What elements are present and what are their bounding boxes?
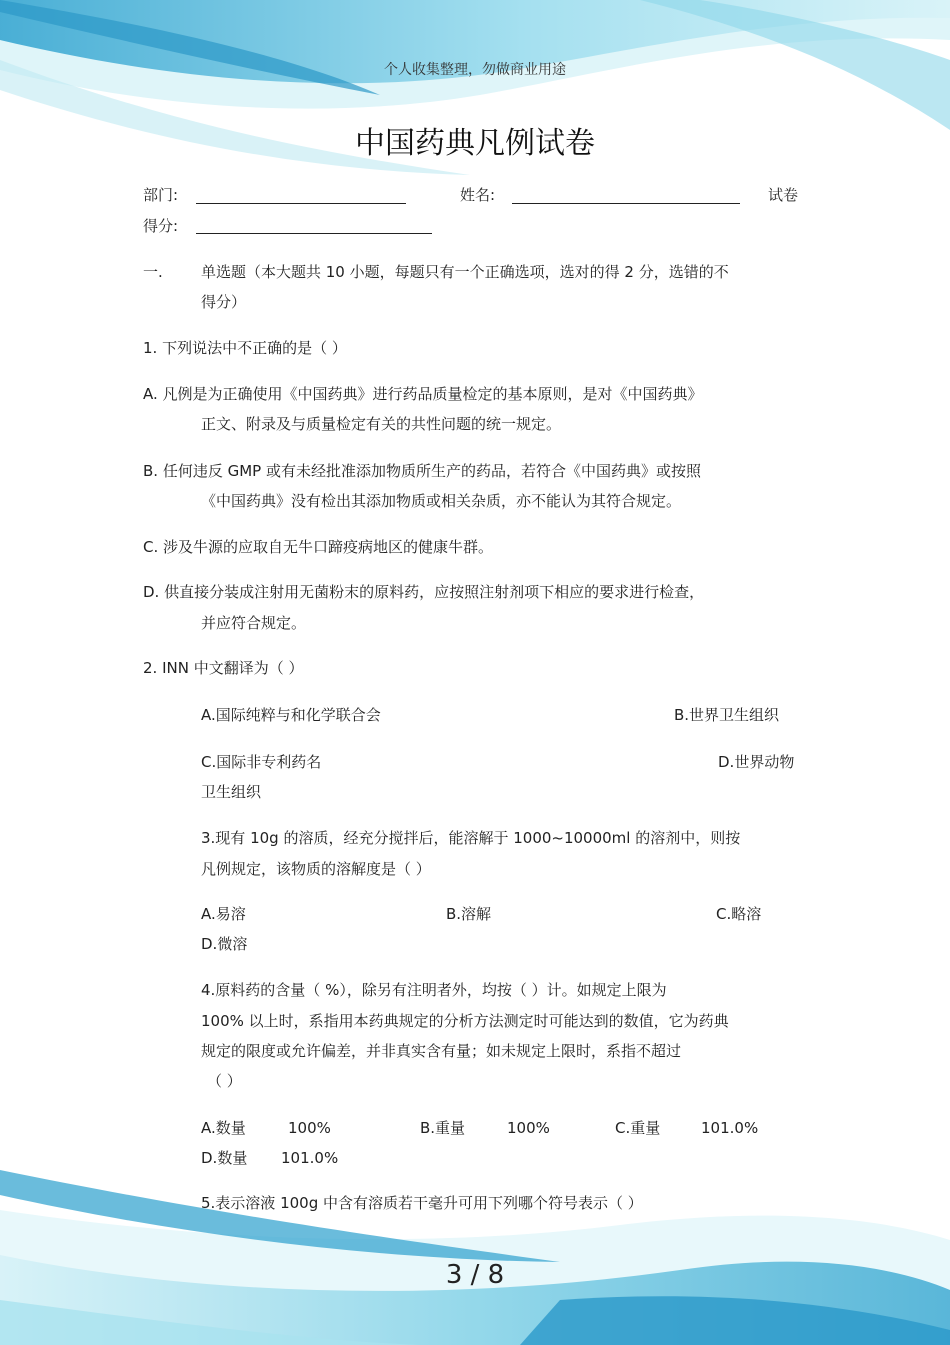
- q4-stem-cont2: 规定的限度或允许偏差，并非真实含有量；如未规定上限时，系指不超过: [201, 1042, 682, 1060]
- section-instructions: 单选题（本大题共 10 小题，每题只有一个正确选项，选对的得 2 分，选错的不: [201, 263, 729, 281]
- q4-stem-cont1: 100% 以上时，系指用本药典规定的分析方法测定时可能达到的数值，它为药典: [201, 1012, 729, 1030]
- watermark-text: 个人收集整理，勿做商业用途: [384, 62, 566, 78]
- q4-option-b-label: B.重量: [420, 1119, 466, 1137]
- q1-option-b: B. 任何违反 GMP 或有未经批准添加物质所生产的药品，若符合《中国药典》或按照: [143, 462, 701, 480]
- name-label: 姓名:: [460, 186, 496, 204]
- q5-stem: 5.表示溶液 100g 中含有溶质若干毫升可用下列哪个符号表示（ ）: [201, 1194, 643, 1212]
- dept-field-line[interactable]: [196, 203, 406, 204]
- q1-option-d-cont: 并应符合规定。: [201, 614, 307, 632]
- q3-option-b: B.溶解: [446, 905, 492, 923]
- q4-option-b-value: 100%: [507, 1119, 550, 1137]
- q3-stem-cont: 凡例规定，该物质的溶解度是（ ）: [201, 860, 431, 878]
- q2-option-d: D.世界动物: [718, 753, 795, 771]
- q3-option-a: A.易溶: [201, 905, 246, 923]
- q1-option-a: A. 凡例是为正确使用《中国药典》进行药品质量检定的基本原则，是对《中国药典》: [143, 385, 703, 403]
- q4-option-d-label: D.数量: [201, 1149, 248, 1167]
- section-instructions-cont: 得分）: [201, 293, 247, 311]
- q3-stem: 3.现有 10g 的溶质，经充分搅拌后，能溶解于 1000~10000ml 的溶剂中，则按: [201, 829, 741, 847]
- page-number: 3 / 8: [445, 1260, 505, 1290]
- q1-option-a-cont: 正文、附录及与质量检定有关的共性问题的统一规定。: [201, 415, 562, 433]
- q4-stem-cont3: （ ）: [207, 1072, 242, 1090]
- q4-option-a-label: A.数量: [201, 1119, 246, 1137]
- q4-stem: 4.原料药的含量（ %），除另有注明者外，均按（ ）计。如规定上限为: [201, 981, 667, 999]
- q4-option-a-value: 100%: [288, 1119, 331, 1137]
- q4-option-c-label: C.重量: [615, 1119, 661, 1137]
- q1-option-d: D. 供直接分装成注射用无菌粉末的原料药，应按照注射剂项下相应的要求进行检查，: [143, 583, 705, 601]
- q2-stem: 2. INN 中文翻译为（ ）: [143, 659, 304, 677]
- q1-option-c: C. 涉及牛源的应取自无牛口蹄疫病地区的健康牛群。: [143, 538, 494, 556]
- q2-option-a: A.国际纯粹与和化学联合会: [201, 706, 381, 724]
- section-number: 一.: [143, 263, 163, 281]
- page-title: 中国药典凡例试卷: [355, 126, 595, 161]
- q3-option-d: D.微溶: [201, 935, 248, 953]
- score-label: 得分:: [143, 217, 179, 235]
- q4-option-d-value: 101.0%: [281, 1149, 339, 1167]
- score-field-line[interactable]: [196, 233, 432, 234]
- q1-option-b-cont: 《中国药典》没有检出其添加物质或相关杂质，亦不能认为其符合规定。: [201, 492, 682, 510]
- q1-stem: 1. 下列说法中不正确的是（ ）: [143, 339, 347, 357]
- q3-option-c: C.略溶: [716, 905, 762, 923]
- q2-option-b: B.世界卫生组织: [674, 706, 780, 724]
- paper-label: 试卷: [768, 186, 799, 204]
- q4-option-c-value: 101.0%: [701, 1119, 759, 1137]
- dept-label: 部门:: [143, 186, 179, 204]
- q2-option-c: C.国际非专利药名: [201, 753, 322, 771]
- name-field-line[interactable]: [512, 203, 740, 204]
- q2-option-d-cont: 卫生组织: [201, 783, 262, 801]
